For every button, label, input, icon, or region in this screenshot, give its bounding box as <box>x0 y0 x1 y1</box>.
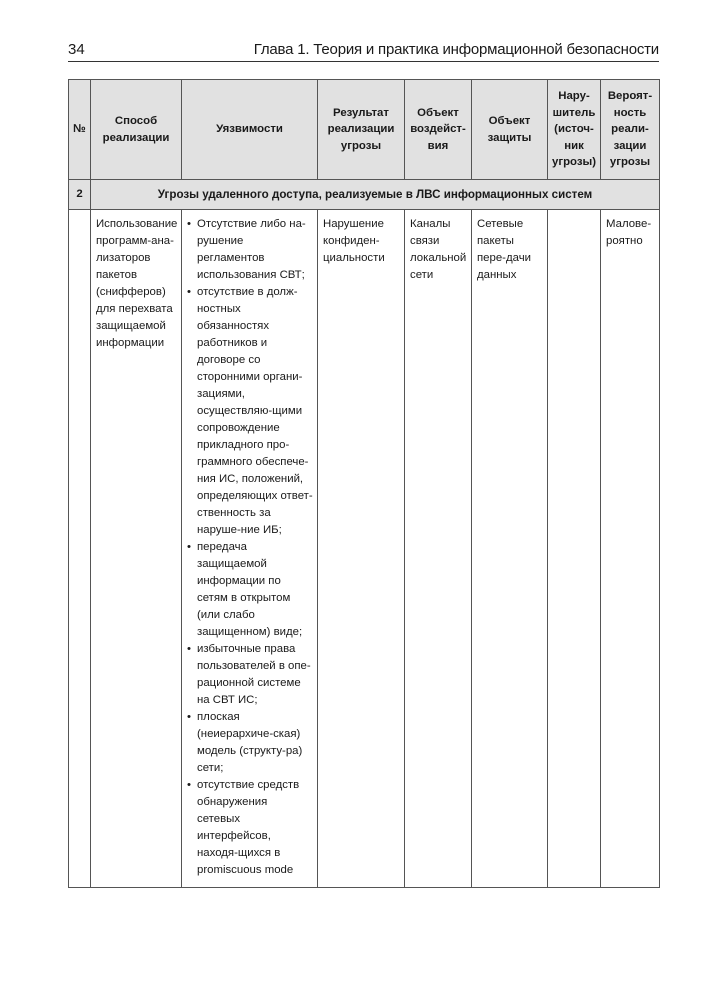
list-item: • передача защищаемой информации по сетям в открытом (или слабо защищенном) виде; <box>187 539 313 641</box>
table-row <box>69 210 660 888</box>
section-number: 2 <box>69 180 91 210</box>
cell-vulnerabilities <box>182 210 318 888</box>
section-row <box>69 180 660 210</box>
header-intruder: Нару-шитель (источ-ник угрозы) <box>548 80 601 180</box>
table-header-row <box>69 80 660 180</box>
cell-probability: Малове-роятно <box>601 210 660 888</box>
header-impact-object: Объект воздейст-вия <box>405 80 472 180</box>
section-title: Угрозы удаленного доступа, реализуемые в ЛВС информационных систем <box>91 180 660 210</box>
cell-intruder <box>548 210 601 888</box>
header-probability: Вероят-ность реали-зации угрозы <box>601 80 660 180</box>
list-item: • Отсутствие либо на-рушение регламентов использования СВТ; <box>187 216 313 284</box>
header-vulnerabilities: Уязвимости <box>182 80 318 180</box>
chapter-title: Глава 1. Теория и практика информационной безопасности <box>253 41 659 58</box>
header-protection-object: Объект защиты <box>472 80 548 180</box>
cell-method: Использование программ-ана-лизаторов пакетов (снифферов) для перехвата защищаемой информации <box>91 210 182 888</box>
header-method: Способ реализации <box>91 80 182 180</box>
header-num: № <box>69 80 91 180</box>
list-item: • отсутствие в долж-ностных обязанностях работников и договоре со сторонними органи-зациями, осуществляю-щими сопровождение прикладного про-граммного обеспече-ния ИС, положений, определяющих ответ-ственность за наруше-ние ИБ; <box>187 284 313 539</box>
header-rule <box>68 61 659 62</box>
page-number: 34 <box>68 41 85 58</box>
vulnerabilities-list <box>187 216 313 879</box>
header-result: Результат реализации угрозы <box>318 80 405 180</box>
cell-num <box>69 210 91 888</box>
cell-protection-object: Сетевые пакеты пере-дачи данных <box>472 210 548 888</box>
cell-result: Нарушение конфиден-циальности <box>318 210 405 888</box>
list-item: • избыточные права пользователей в опе-рационной системе на СВТ ИС; <box>187 641 313 709</box>
threats-table <box>68 79 660 888</box>
list-item: • плоская (неиерархиче-ская) модель (структу-ра) сети; <box>187 709 313 777</box>
list-item: • отсутствие средств обнаружения сетевых интерфейсов, находя-щихся в promiscuous mode <box>187 777 313 879</box>
cell-impact-object: Каналы связи локальной сети <box>405 210 472 888</box>
